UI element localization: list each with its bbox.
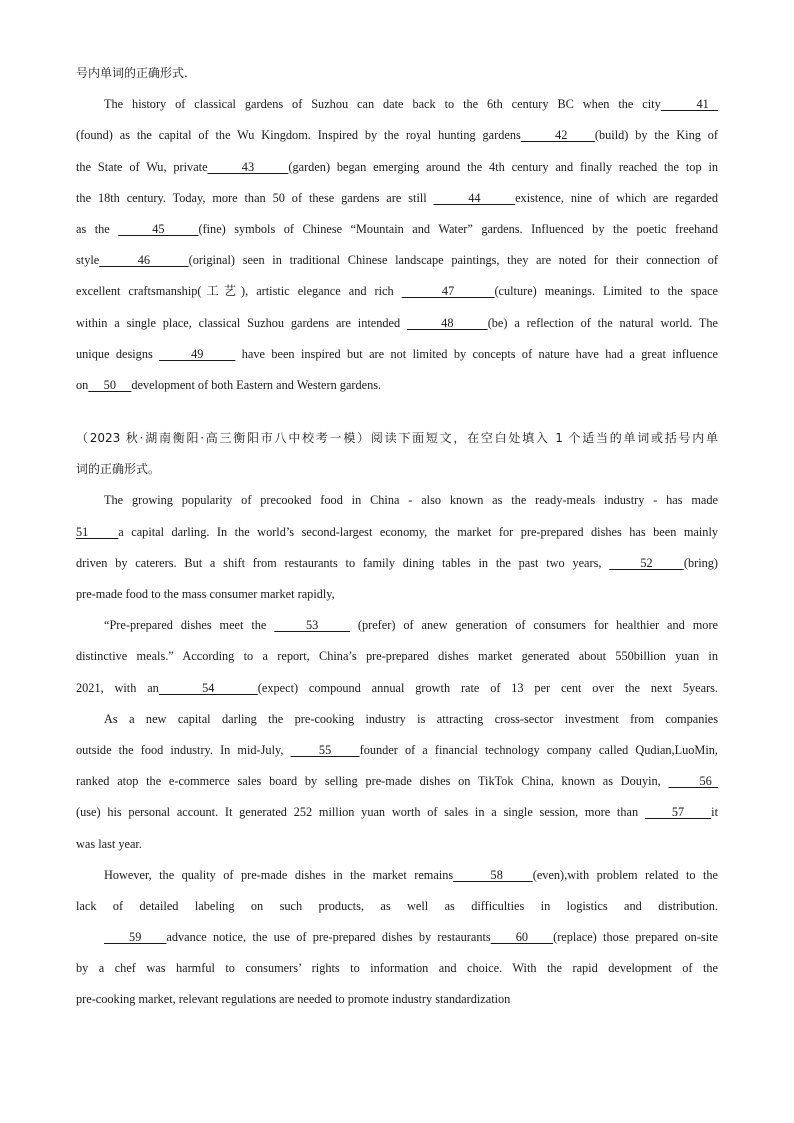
text-line: [76, 58, 718, 89]
passage-2: [76, 485, 718, 1015]
text-segment: the 18th century. Today, more than 50 of these gardens are still: [76, 190, 434, 205]
text-segment: 2021, with an: [76, 680, 159, 695]
text-segment: within a single place, classical Suzhou gardens are intended: [76, 315, 407, 330]
text-segment: (original) seen in traditional Chinese landscape paintings, they are noted for their connection of: [188, 253, 718, 268]
text-segment: However, the quality of pre-made dishes in the market remains: [104, 867, 454, 882]
text-segment: 词的正确形式。: [76, 462, 161, 477]
answer-blank: 43: [207, 159, 289, 174]
text-line: [76, 953, 718, 984]
text-segment: development of both Eastern and Western gardens.: [131, 377, 382, 392]
text-segment: excellent craftsmanship(工艺), artistic elegance and rich: [76, 284, 402, 299]
text-segment: （2023 秋·湖南衡阳·高三衡阳市八中校考一模）阅读下面短文，在空白处填入 1 个适当的单词或括号内单: [76, 431, 718, 446]
text-line: [76, 829, 718, 860]
text-segment: outside the food industry. In mid-July,: [76, 742, 291, 757]
text-segment: have been inspired but are not limited by concepts of nature have had a great influence: [235, 346, 718, 361]
text-line: [76, 423, 718, 454]
answer-blank: 52: [609, 555, 684, 570]
text-segment: was last year.: [76, 836, 142, 851]
text-line: [76, 276, 718, 307]
text-segment: on: [76, 377, 89, 392]
text-segment: (fine) symbols of Chinese “Mountain and Water” gardens. Influenced by the poetic freehand: [198, 221, 719, 236]
text-segment: (culture) meanings. Limited to the space: [494, 284, 719, 299]
text-line: [76, 891, 718, 922]
text-segment: (be) a reflection of the natural world. The: [487, 315, 719, 330]
answer-blank: 42: [520, 128, 595, 143]
answer-blank: 49: [159, 346, 236, 361]
text-segment: (prefer) of anew generation of consumers for healthier and more: [349, 618, 719, 633]
text-line: [76, 183, 718, 214]
text-line: [76, 548, 718, 579]
text-line: [76, 485, 718, 516]
answer-blank: 45: [118, 221, 199, 236]
text-line: [76, 797, 718, 828]
text-line: [76, 610, 718, 641]
text-segment: (garden) began emerging around the 4th century and finally reached the top in: [288, 159, 719, 174]
text-segment: style: [76, 253, 100, 268]
text-segment: 号内单词的正确形式.: [76, 66, 188, 80]
text-segment: unique designs: [76, 346, 160, 361]
text-segment: (expect) compound annual growth rate of 13 per cent over the next 5years.: [257, 680, 718, 695]
text-segment: it: [711, 805, 719, 820]
text-line: [76, 152, 718, 183]
text-segment: As a new capital darling the pre-cooking industry is attracting cross-sector investment from companies: [104, 711, 718, 726]
answer-blank: 58: [453, 867, 533, 882]
text-segment: (found) as the capital of the Wu Kingdom. Inspired by the royal hunting gardens: [76, 128, 521, 143]
text-segment: (replace) those prepared on-site: [553, 930, 718, 945]
text-segment: pre-cooking market, relevant regulations are needed to promote industry standardization: [76, 992, 511, 1007]
text-line: [76, 89, 718, 120]
text-segment: lack of detailed labeling on such products, as well as difficulties in logistics and distribution.: [76, 898, 718, 913]
text-segment: (build) by the King of: [594, 128, 718, 143]
passage-2-heading: [76, 423, 718, 485]
answer-blank: 59: [104, 930, 167, 945]
text-line: [76, 579, 718, 610]
answer-blank: 54: [158, 680, 258, 695]
text-segment: existence, nine of which are regarded: [515, 190, 718, 205]
section-gap: [76, 401, 718, 423]
text-segment: The history of classical gardens of Suzhou can date back to the 6th century BC when the city: [104, 97, 661, 112]
text-segment: The growing popularity of precooked food in China - also known as the ready-meals industry - has made: [104, 493, 718, 508]
text-line: [76, 860, 718, 891]
answer-blank: 47: [401, 284, 495, 299]
answer-blank: 55: [290, 742, 360, 757]
text-segment: a capital darling. In the world’s second-largest economy, the market for pre-prepared dishes has been mainly: [118, 524, 719, 539]
passage-1: [76, 58, 718, 401]
text-line: [76, 735, 718, 766]
text-segment: distinctive meals.” According to a report, China’s pre-prepared dishes market generated about 550billion yuan in: [76, 649, 718, 664]
text-line: [76, 766, 718, 797]
text-segment: “Pre-prepared dishes meet the: [104, 618, 275, 633]
answer-blank: 41: [660, 97, 718, 112]
answer-blank: 48: [406, 315, 488, 330]
text-segment: the State of Wu, private: [76, 159, 208, 174]
text-line: [76, 704, 718, 735]
text-line: [76, 370, 718, 401]
text-line: [76, 308, 718, 339]
text-line: [76, 984, 718, 1015]
text-segment: as the: [76, 221, 119, 236]
text-line: [76, 120, 718, 151]
text-segment: (bring): [683, 555, 719, 570]
answer-blank: 60: [490, 930, 554, 945]
text-segment: ranked atop the e-commerce sales board by selling pre-made dishes on TikTok China, known as Douyin,: [76, 774, 669, 789]
answer-blank: 51: [76, 524, 119, 539]
answer-blank: 50: [88, 377, 132, 392]
text-line: [76, 641, 718, 672]
answer-blank: 44: [433, 190, 516, 205]
answer-blank: 46: [99, 253, 189, 268]
text-line: [76, 339, 718, 370]
text-segment: driven by caterers. But a shift from restaurants to family dining tables in the past two years,: [76, 555, 610, 570]
text-line: [76, 922, 718, 953]
text-segment: (even),with problem related to the: [532, 867, 719, 882]
text-segment: advance notice, the use of pre-prepared dishes by restaurants: [166, 930, 491, 945]
answer-blank: 57: [644, 805, 712, 820]
text-segment: by a chef was harmful to consumers’ rights to information and choice. With the rapid development of the: [76, 961, 718, 976]
text-line: [76, 517, 718, 548]
answer-blank: 56: [668, 774, 718, 789]
text-line: [76, 245, 718, 276]
text-line: [76, 454, 718, 485]
answer-blank: 53: [274, 618, 350, 633]
text-segment: (use) his personal account. It generated 252 million yuan worth of sales in a single session, more than: [76, 805, 645, 820]
document-page: [76, 58, 718, 1016]
text-line: [76, 214, 718, 245]
text-segment: pre-made food to the mass consumer market rapidly,: [76, 587, 335, 601]
text-line: [76, 673, 718, 704]
text-segment: founder of a financial technology company called Qudian,LuoMin,: [359, 742, 719, 757]
